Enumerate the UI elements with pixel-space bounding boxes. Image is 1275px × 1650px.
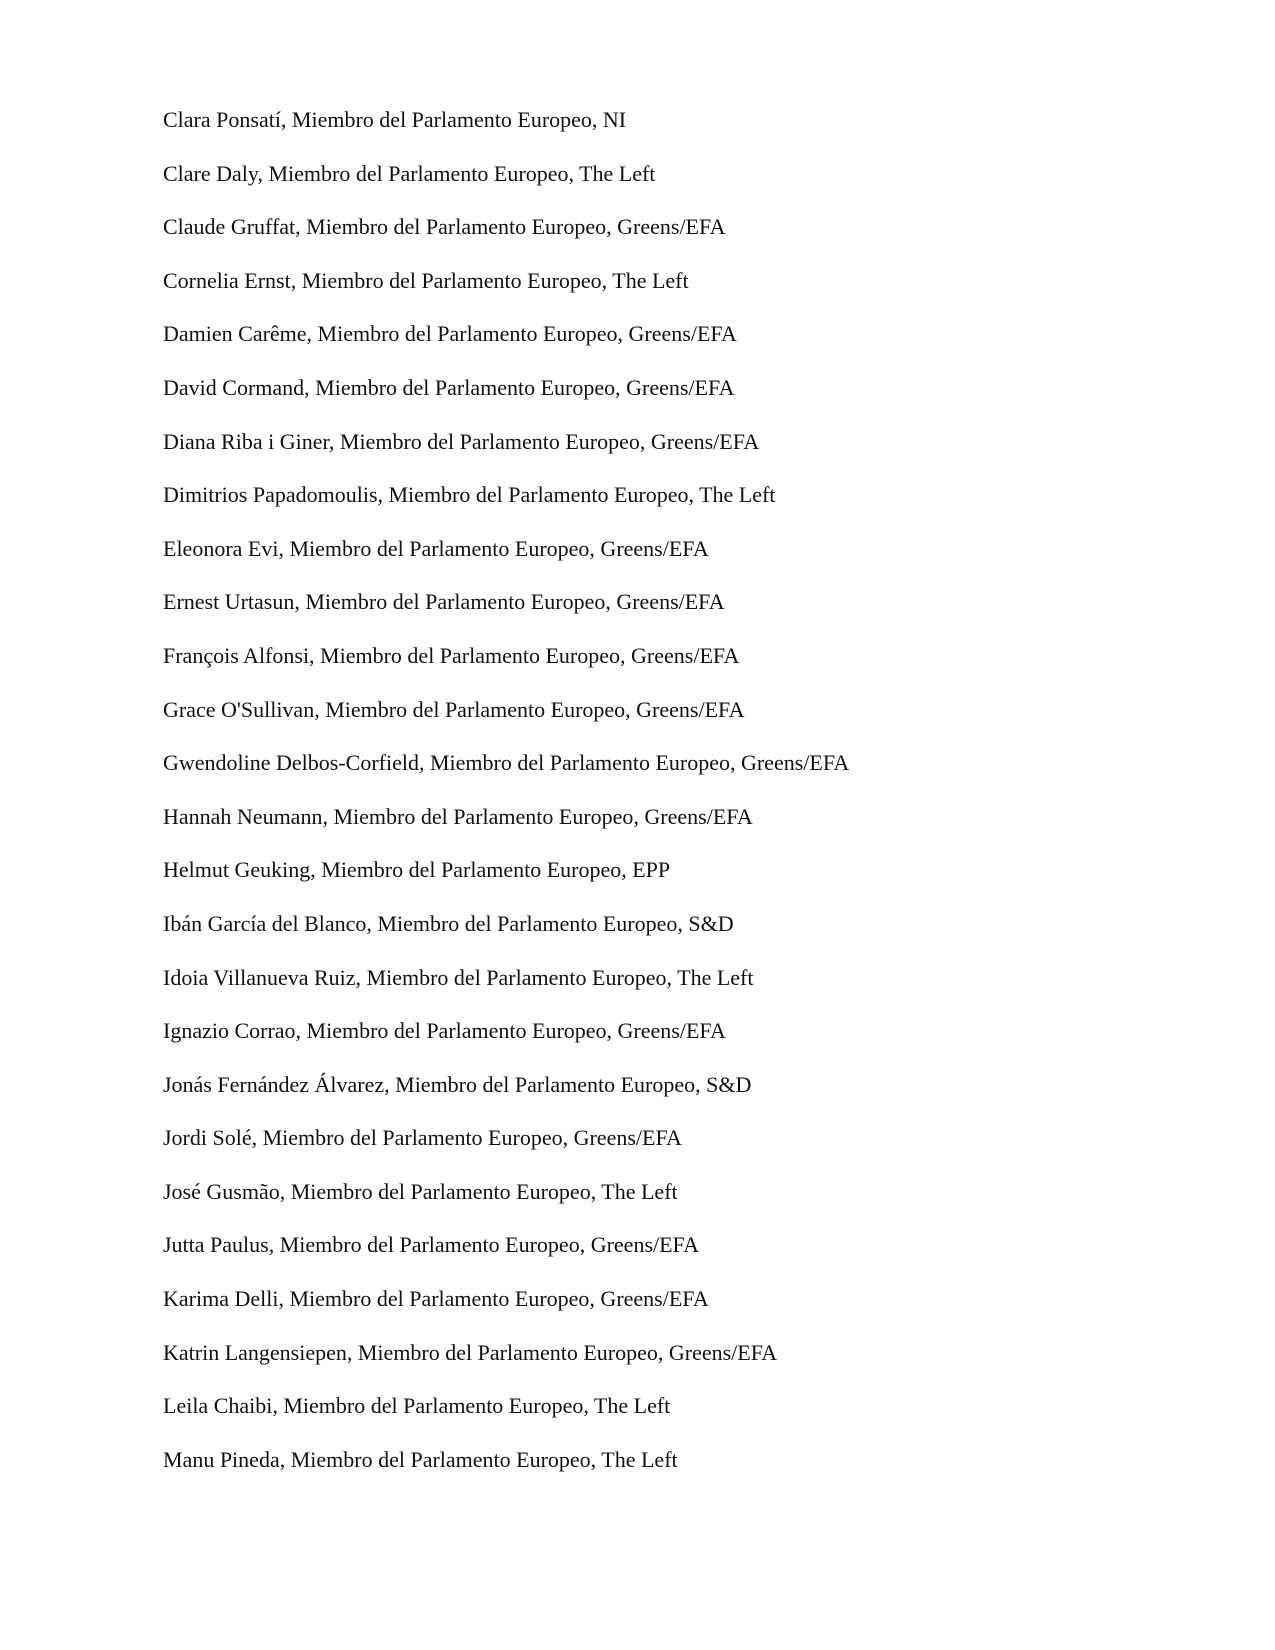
- signatory-line: François Alfonsi, Miembro del Parlamento Europeo, Greens/EFA: [163, 642, 740, 668]
- signatory-line: Damien Carême, Miembro del Parlamento Europeo, Greens/EFA: [163, 321, 737, 347]
- signatory-line: Katrin Langensiepen, Miembro del Parlamento Europeo, Greens/EFA: [163, 1339, 778, 1365]
- signatory-line: Helmut Geuking, Miembro del Parlamento Europeo, EPP: [163, 857, 671, 883]
- signatory-line: Ernest Urtasun, Miembro del Parlamento Europeo, Greens/EFA: [163, 589, 725, 615]
- signatory-line: Claude Gruffat, Miembro del Parlamento Europeo, Greens/EFA: [163, 214, 726, 240]
- signatory-line: Jonás Fernández Álvarez, Miembro del Parlamento Europeo, S&D: [163, 1071, 752, 1097]
- signatory-line: David Cormand, Miembro del Parlamento Europeo, Greens/EFA: [163, 374, 735, 400]
- signatory-line: Leila Chaibi, Miembro del Parlamento Europeo, The Left: [163, 1393, 671, 1419]
- signatory-list: [163, 106, 849, 1499]
- signatory-line: Clare Daly, Miembro del Parlamento Europeo, The Left: [163, 160, 656, 186]
- signatory-line: Jordi Solé, Miembro del Parlamento Europeo, Greens/EFA: [163, 1125, 682, 1151]
- signatory-line: Idoia Villanueva Ruiz, Miembro del Parlamento Europeo, The Left: [163, 964, 754, 990]
- signatory-line: José Gusmão, Miembro del Parlamento Europeo, The Left: [163, 1178, 678, 1204]
- signatory-line: Manu Pineda, Miembro del Parlamento Europeo, The Left: [163, 1446, 678, 1472]
- signatory-line: Ignazio Corrao, Miembro del Parlamento Europeo, Greens/EFA: [163, 1018, 726, 1044]
- signatory-line: Cornelia Ernst, Miembro del Parlamento Europeo, The Left: [163, 267, 689, 293]
- signatory-line: Eleonora Evi, Miembro del Parlamento Europeo, Greens/EFA: [163, 535, 709, 561]
- signatory-line: Ibán García del Blanco, Miembro del Parlamento Europeo, S&D: [163, 910, 734, 936]
- signatory-line: Gwendoline Delbos-Corfield, Miembro del Parlamento Europeo, Greens/EFA: [163, 750, 850, 776]
- signatory-line: Clara Ponsatí, Miembro del Parlamento Europeo, NI: [163, 107, 627, 132]
- signatory-line: Diana Riba i Giner, Miembro del Parlamento Europeo, Greens/EFA: [163, 428, 760, 454]
- signatory-line: Hannah Neumann, Miembro del Parlamento Europeo, Greens/EFA: [163, 803, 753, 829]
- signatory-line: Grace O'Sullivan, Miembro del Parlamento Europeo, Greens/EFA: [163, 696, 745, 722]
- signatory-line: Karima Delli, Miembro del Parlamento Europeo, Greens/EFA: [163, 1286, 709, 1312]
- signatory-line: Jutta Paulus, Miembro del Parlamento Europeo, Greens/EFA: [163, 1232, 700, 1258]
- signatory-line: Dimitrios Papadomoulis, Miembro del Parlamento Europeo, The Left: [163, 482, 776, 508]
